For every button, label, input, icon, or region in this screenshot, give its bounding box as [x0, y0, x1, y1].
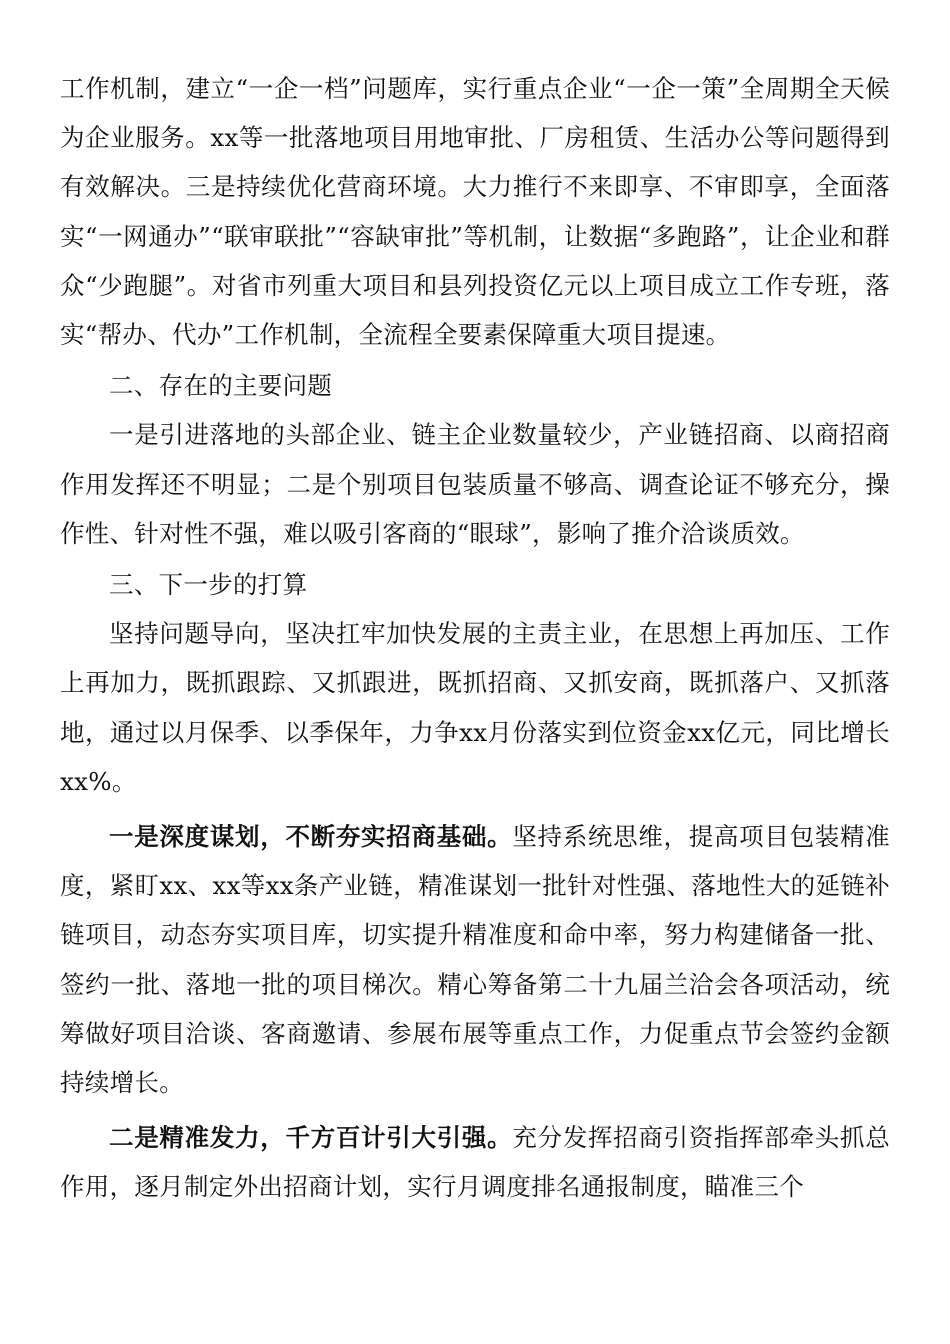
item-2-body: 充分发挥招商引资指挥部牵头抓总作用，逐月制定外出招商计划，实行月调度排名通报制度，瞄准三个 [60, 1123, 890, 1202]
paragraph-item-1 [60, 812, 890, 1107]
paragraph-continued: 工作机制，建立“一企一档”问题库，实行重点企业“一企一策”全周期全天候为企业服务。xx等一批落地项目用地审批、厂房租赁、生活办公等问题得到有效解决。三是持续优化营商环境。大力推行不来即享、不审即享，全面落实“一网通办”“联审联批”“容缺审批”等机制，让数据“多跑路”，让企业和群众“少跑腿”。对省市列重大项目和县列投资亿元以上项目成立工作专班，落实“帮办、代办”工作机制，全流程全要素保障重大项目提速。 [60, 74, 890, 350]
paragraph-item-2 [60, 1113, 890, 1211]
paragraph-problems: 一是引进落地的头部企业、链主企业数量较少，产业链招商、以商招商作用发挥还不明显；二是个别项目包装质量不够高、调查论证不够充分，操作性、针对性不强，难以吸引客商的“眼球”，影响了推介洽谈质效。 [60, 420, 890, 548]
item-1-title: 一是深度谋划，不断夯实招商基础。 [109, 822, 513, 852]
item-2-title: 二是精准发力，千方百计引大引强。 [109, 1123, 513, 1153]
section-heading-next-steps: 三、下一步的打算 [109, 570, 308, 600]
item-1-body: 坚持系统思维，提高项目包装精准度，紧盯xx、xx等xx条产业链，精准谋划一批针对性强、落地性大的延链补链项目，动态夯实项目库，切实提升精准度和命中率，努力构建储备一批、签约一批、落地一批的项目梯次。精心筹备第二十九届兰洽会各项活动，统筹做好项目洽谈、客商邀请、参展布展等重点工作，力促重点节会签约金额持续增长。 [60, 822, 890, 1098]
section-heading-problems: 二、存在的主要问题 [109, 371, 333, 401]
paragraph-next-steps-intro: 坚持问题导向，坚决扛牢加快发展的主责主业，在思想上再加压、工作上再加力，既抓跟踪、又抓跟进，既抓招商、又抓安商，既抓落户、又抓落地，通过以月保季、以季保年，力争xx月份落实到位资金xx亿元，同比增长xx%。 [60, 619, 890, 796]
document-page [60, 64, 890, 1212]
